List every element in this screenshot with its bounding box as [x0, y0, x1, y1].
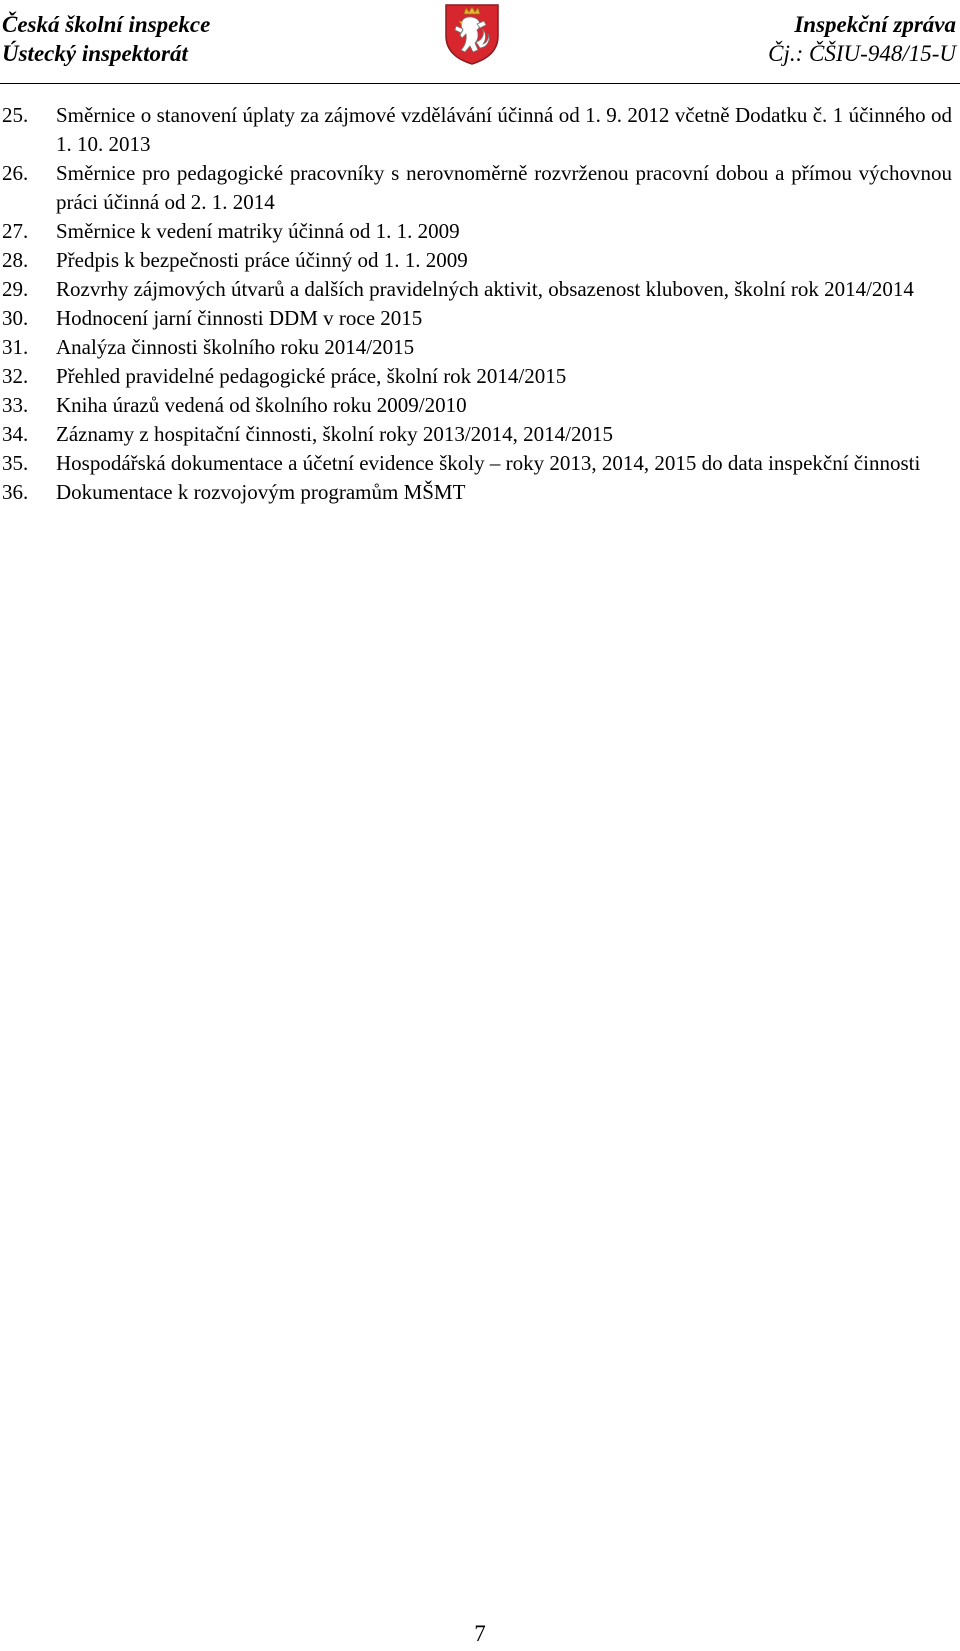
list-item-text: Hospodářská dokumentace a účetní evidence školy – roky 2013, 2014, 2015 do data inspekční činnosti — [56, 451, 921, 475]
page-number: 7 — [474, 1621, 486, 1646]
list-item — [0, 217, 952, 246]
list-item-number: 33. — [2, 393, 29, 417]
list-item-number: 34. — [2, 422, 29, 446]
list-item-number: 27. — [2, 219, 29, 243]
list-item — [0, 333, 952, 362]
list-item — [0, 159, 952, 217]
header-divider — [0, 83, 960, 84]
header-right — [768, 10, 956, 68]
report-title: Inspekční zpráva — [794, 12, 956, 37]
list-item — [0, 304, 952, 333]
list-item-text: Záznamy z hospitační činnosti, školní roky 2013/2014, 2014/2015 — [56, 422, 614, 446]
list-item-text: Směrnice k vedení matriky účinná od 1. 1. 2009 — [56, 219, 460, 243]
list-item — [0, 362, 952, 391]
list-item — [0, 246, 952, 275]
list-item-number: 29. — [2, 277, 29, 301]
czech-lion-coat-of-arms-icon — [443, 2, 501, 66]
list-item-text: Předpis k bezpečnosti práce účinný od 1. 1. 2009 — [56, 248, 468, 272]
list-item-text: Směrnice o stanovení úplaty za zájmové vzdělávání účinná od 1. 9. 2012 včetně Dodatku č. 1 účinného od 1. 10. 2013 — [56, 103, 952, 156]
list-item-number: 26. — [2, 161, 29, 185]
list-item-number: 36. — [2, 480, 29, 504]
list-item — [0, 101, 952, 159]
list-item-text: Kniha úrazů vedená od školního roku 2009/2010 — [56, 393, 467, 417]
list-item-number: 25. — [2, 103, 29, 127]
list-item-text: Hodnocení jarní činnosti DDM v roce 2015 — [56, 306, 423, 330]
list-item-text: Dokumentace k rozvojovým programům MŠMT — [56, 480, 466, 504]
inspectorate-name: Ústecký inspektorát — [2, 41, 188, 66]
list-item — [0, 449, 952, 478]
list-item — [0, 478, 952, 507]
list-item-text: Přehled pravidelné pedagogické práce, školní rok 2014/2015 — [56, 364, 567, 388]
list-item-number: 35. — [2, 451, 29, 475]
list-item-number: 31. — [2, 335, 29, 359]
list-item — [0, 391, 952, 420]
reference-number: Čj.: ČŠIU-948/15-U — [768, 41, 956, 66]
list-item-number: 30. — [2, 306, 29, 330]
list-item-number: 28. — [2, 248, 29, 272]
list-item-text: Analýza činnosti školního roku 2014/2015 — [56, 335, 415, 359]
list-item-text: Rozvrhy zájmových útvarů a dalších pravidelných aktivit, obsazenost kluboven, školní rok 2014/2014 — [56, 277, 914, 301]
list-item-number: 32. — [2, 364, 29, 388]
institution-name: Česká školní inspekce — [2, 12, 211, 37]
list-item — [0, 420, 952, 449]
header-left — [2, 10, 210, 68]
document-list — [0, 101, 952, 507]
page-header — [0, 0, 960, 90]
list-item-text: Směrnice pro pedagogické pracovníky s nerovnoměrně rozvrženou pracovní dobou a přímou výchovnou práci účinná od 2. 1. 2014 — [56, 161, 952, 214]
list-item — [0, 275, 952, 304]
